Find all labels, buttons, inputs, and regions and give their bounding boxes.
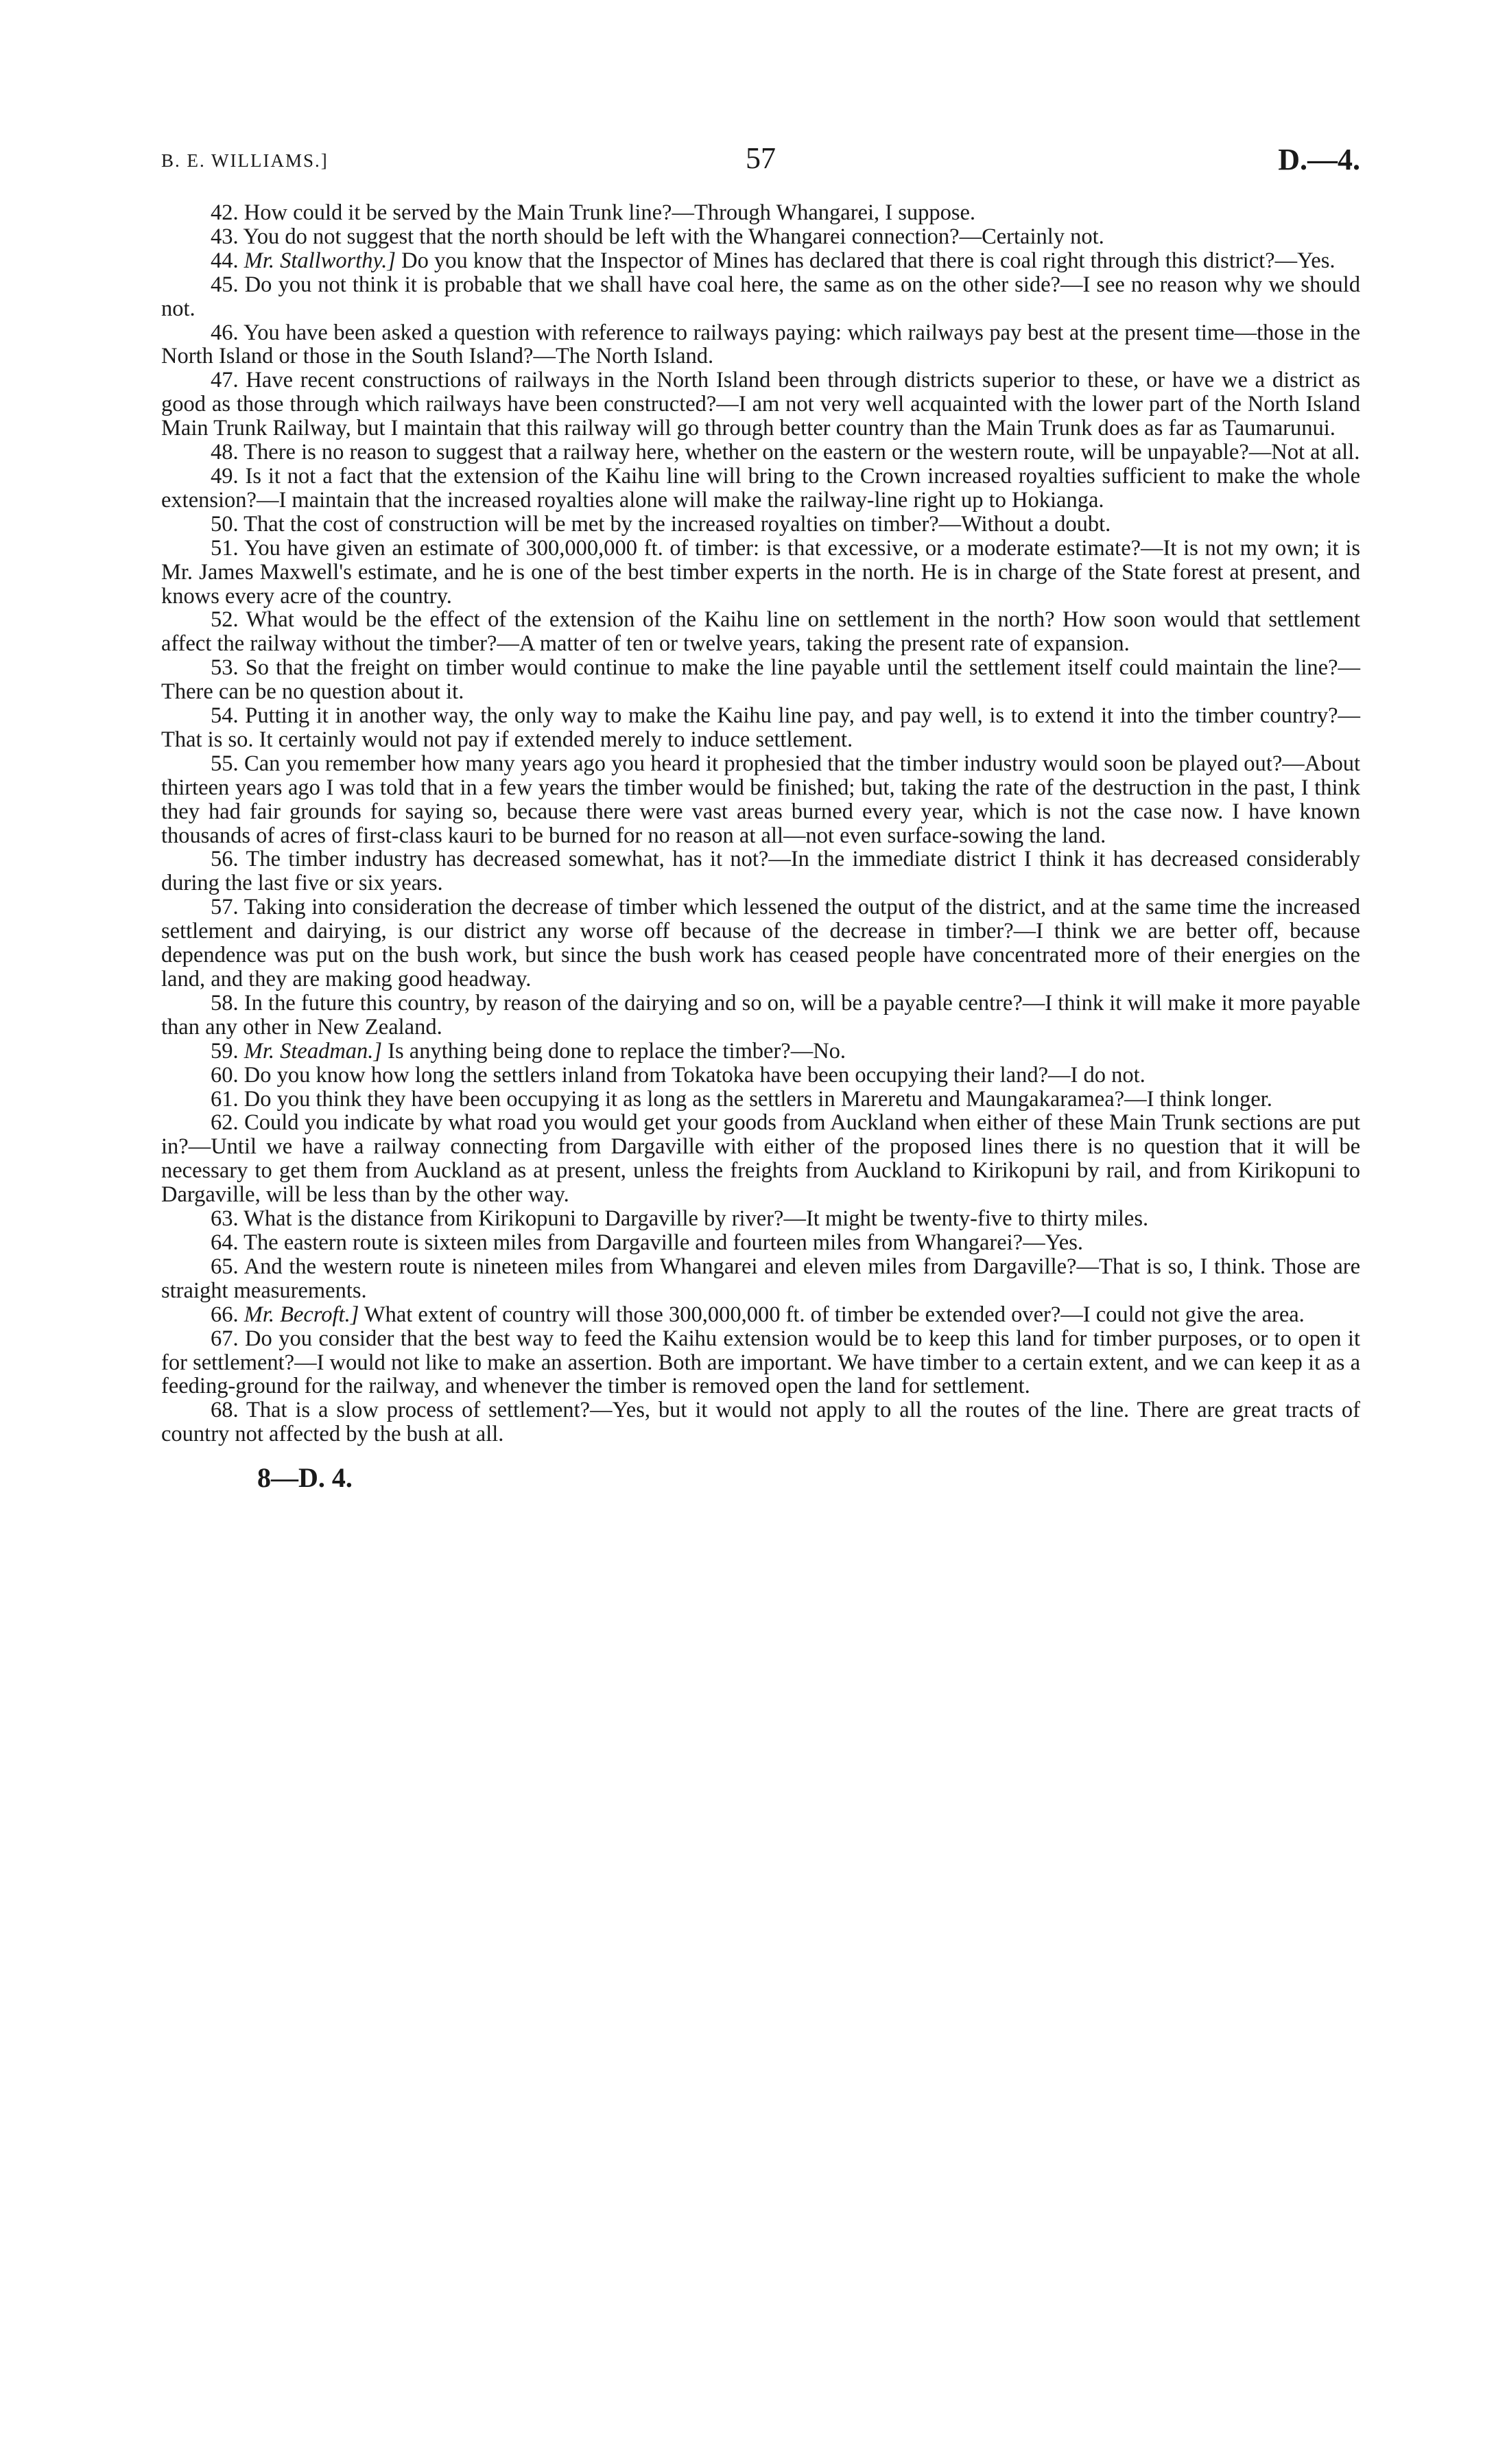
question-paragraph	[161, 201, 1360, 225]
question-number: 54.	[211, 703, 239, 729]
question-number: 60.	[211, 1062, 239, 1088]
question-text: That the cost of construction will be met by the increased royalties on timber?—Without a doubt.	[244, 511, 1111, 537]
question-number: 43.	[211, 224, 239, 249]
question-number: 66.	[211, 1302, 239, 1327]
question-paragraph	[161, 321, 1360, 369]
question-paragraph	[161, 368, 1360, 441]
question-number: 68.	[211, 1398, 239, 1423]
document-page	[161, 141, 1360, 1494]
question-number: 52.	[211, 607, 239, 633]
question-paragraph	[161, 465, 1360, 513]
question-number: 44.	[211, 248, 239, 273]
question-paragraph	[161, 1040, 1360, 1064]
question-paragraph	[161, 847, 1360, 895]
question-number: 49.	[211, 463, 239, 489]
question-paragraph	[161, 992, 1360, 1040]
question-number: 47.	[211, 368, 239, 393]
document-reference: D.—4.	[1278, 143, 1360, 176]
question-text: The timber industry has decreased somewhat, has it not?—In the immediate district I think it has decreased considerably during the last five or six years.	[161, 847, 1360, 896]
question-number: 53.	[211, 655, 239, 681]
question-number: 56.	[211, 847, 239, 872]
question-number: 46.	[211, 320, 239, 345]
question-paragraph	[161, 752, 1360, 848]
page-number: 57	[746, 141, 776, 175]
question-text: Do you know how long the settlers inland from Tokatoka have been occupying their land?—I do not.	[244, 1062, 1146, 1088]
question-paragraph	[161, 537, 1360, 609]
question-paragraph	[161, 1207, 1360, 1231]
question-number: 58.	[211, 990, 239, 1016]
speaker-name: Mr. Steadman.]	[244, 1038, 383, 1064]
question-text: What extent of country will those 300,000,000 ft. of timber be extended over?—I could not give the area.	[364, 1302, 1305, 1327]
question-paragraph	[161, 608, 1360, 656]
question-text: In the future this country, by reason of the dairying and so on, will be a payable centre?—I think it will make it more payable than any other in New Zealand.	[161, 990, 1361, 1040]
question-number: 63.	[211, 1206, 239, 1232]
question-number: 65.	[211, 1254, 239, 1279]
question-paragraph	[161, 895, 1360, 992]
question-paragraph	[161, 441, 1360, 465]
question-text: Can you remember how many years ago you heard it prophesied that the timber industry would soon be played out?—About thirteen years ago I was told that in a few years the timber would be finished; but, taking the rate of the destruction in the past, I think they had fair grounds for saying so, because there were vast areas burned every year, which is not the case now. I have known thousands of acres of first-class kauri to be burned for no reason at all—not even surface-sowing the land.	[161, 751, 1361, 848]
witness-name: B. E. WILLIAMS.]	[161, 150, 329, 171]
question-text: There is no reason to suggest that a railway here, whether on the eastern or the western route, will be unpayable?—Not at all.	[244, 440, 1360, 465]
question-paragraph	[161, 704, 1360, 752]
question-text: Do you know that the Inspector of Mines has declared that there is coal right through this district?—Yes.	[401, 248, 1336, 273]
page-header	[161, 141, 1360, 189]
question-text: You do not suggest that the north should be left with the Whangarei connection?—Certainly not.	[243, 224, 1104, 249]
question-number: 48.	[211, 440, 239, 465]
question-text: Could you indicate by what road you would get your goods from Auckland when either of these Main Trunk sections are put in?—Until we have a railway connecting from Dargaville with either of the proposed lines there is no question that it will be necessary to get them from Auckland as at present, unless the freights from Auckland to Kirikopuni by rail, and from Kirikopuni to Dargaville, will be less than by the other way.	[161, 1110, 1360, 1208]
question-text: The eastern route is sixteen miles from Dargaville and fourteen miles from Whangarei?—Yes.	[244, 1230, 1083, 1255]
question-text: So that the freight on timber would continue to make the line payable until the settlement itself could maintain the line?—There can be no question about it.	[161, 655, 1360, 705]
question-text: You have been asked a question with reference to railways paying: which railways pay best at the present time—those in the North Island or those in the South Island?—The North Island.	[161, 320, 1360, 369]
question-text: And the western route is nineteen miles from Whangarei and eleven miles from Dargaville?—That is so, I think. Those are straight measurements.	[161, 1254, 1361, 1303]
question-text: You have given an estimate of 300,000,000 ft. of timber: is that excessive, or a moderate estimate?—It is not my own; it is Mr. James Maxwell's estimate, and he is one of the best timber experts in the north. He is in charge of the State forest at present, and knows every acre of the country.	[161, 535, 1360, 609]
question-paragraph	[161, 273, 1360, 321]
question-number: 45.	[211, 272, 239, 297]
question-paragraph	[161, 1327, 1360, 1399]
question-paragraph	[161, 1088, 1360, 1112]
question-paragraph	[161, 1111, 1360, 1207]
question-paragraph	[161, 225, 1360, 249]
speaker-name: Mr. Becroft.]	[244, 1302, 359, 1327]
question-number: 61.	[211, 1086, 239, 1112]
question-text: How could it be served by the Main Trunk line?—Through Whangarei, I suppose.	[244, 200, 976, 225]
question-text: Is anything being done to replace the timber?—No.	[388, 1038, 846, 1064]
question-paragraph	[161, 1398, 1360, 1446]
question-paragraph	[161, 1303, 1360, 1327]
evidence-body	[161, 201, 1360, 1446]
question-paragraph	[161, 1231, 1360, 1255]
question-number: 51.	[211, 535, 239, 561]
question-text: Do you not think it is probable that we shall have coal here, the same as on the other side?—I see no reason why we should not.	[161, 272, 1360, 321]
question-text: What would be the effect of the extension of the Kaihu line on settlement in the north? How soon would that settlement affect the railway without the timber?—A matter of ten or twelve years, taking the present rate of expansion.	[161, 607, 1360, 657]
question-number: 57.	[211, 895, 239, 920]
question-text: Do you consider that the best way to feed the Kaihu extension would be to keep this land for timber purposes, or to open it for settlement?—I would not like to make an assertion. Both are important. We have timber to a certain extent, and we can keep it as a feeding-ground for the railway, and whenever the timber is removed open the land for settlement.	[161, 1326, 1360, 1399]
question-number: 67.	[211, 1326, 239, 1351]
question-paragraph	[161, 656, 1360, 704]
footer-signature: 8—D. 4.	[257, 1462, 353, 1494]
question-paragraph	[161, 249, 1360, 273]
question-number: 55.	[211, 751, 239, 776]
question-text: Taking into consideration the decrease of timber which lessened the output of the district, and at the same time the increased settlement and dairying, is our district any worse off because of the decrease in timber?—I think we are better off, because dependence was put on the bush work, but since the bush work has ceased people have concentrated more of their energies on the land, and they are making good headway.	[161, 895, 1360, 992]
question-text: Do you think they have been occupying it as long as the settlers in Mareretu and Maungakaramea?—I think longer.	[244, 1086, 1272, 1112]
question-number: 50.	[211, 511, 239, 537]
question-text: Putting it in another way, the only way to make the Kaihu line pay, and pay well, is to extend it into the timber country?—That is so. It certainly would not pay if extended merely to induce settlement.	[161, 703, 1361, 752]
question-text: Have recent constructions of railways in the North Island been through districts superior to these, or have we a district as good as those through which railways have been constructed?—I am not very well acquainted with the lower part of the North Island Main Trunk Railway, but I maintain that this railway will go through better country than the Main Trunk does as far as Taumarunui.	[161, 368, 1360, 441]
question-number: 59.	[211, 1038, 239, 1064]
question-text: What is the distance from Kirikopuni to Dargaville by river?—It might be twenty-five to thirty miles.	[244, 1206, 1149, 1232]
question-paragraph	[161, 1064, 1360, 1088]
question-text: Is it not a fact that the extension of the Kaihu line will bring to the Crown increased royalties sufficient to make the whole extension?—I maintain that the increased royalties alone will make the railway-line right up to Hokianga.	[161, 463, 1361, 513]
question-number: 42.	[211, 200, 239, 225]
question-paragraph	[161, 513, 1360, 537]
question-text: That is a slow process of settlement?—Yes, but it would not apply to all the routes of the line. There are great tracts of country not affected by the bush at all.	[161, 1398, 1360, 1447]
question-paragraph	[161, 1255, 1360, 1303]
speaker-name: Mr. Stallworthy.]	[244, 248, 396, 273]
question-number: 62.	[211, 1110, 239, 1136]
question-number: 64.	[211, 1230, 239, 1255]
